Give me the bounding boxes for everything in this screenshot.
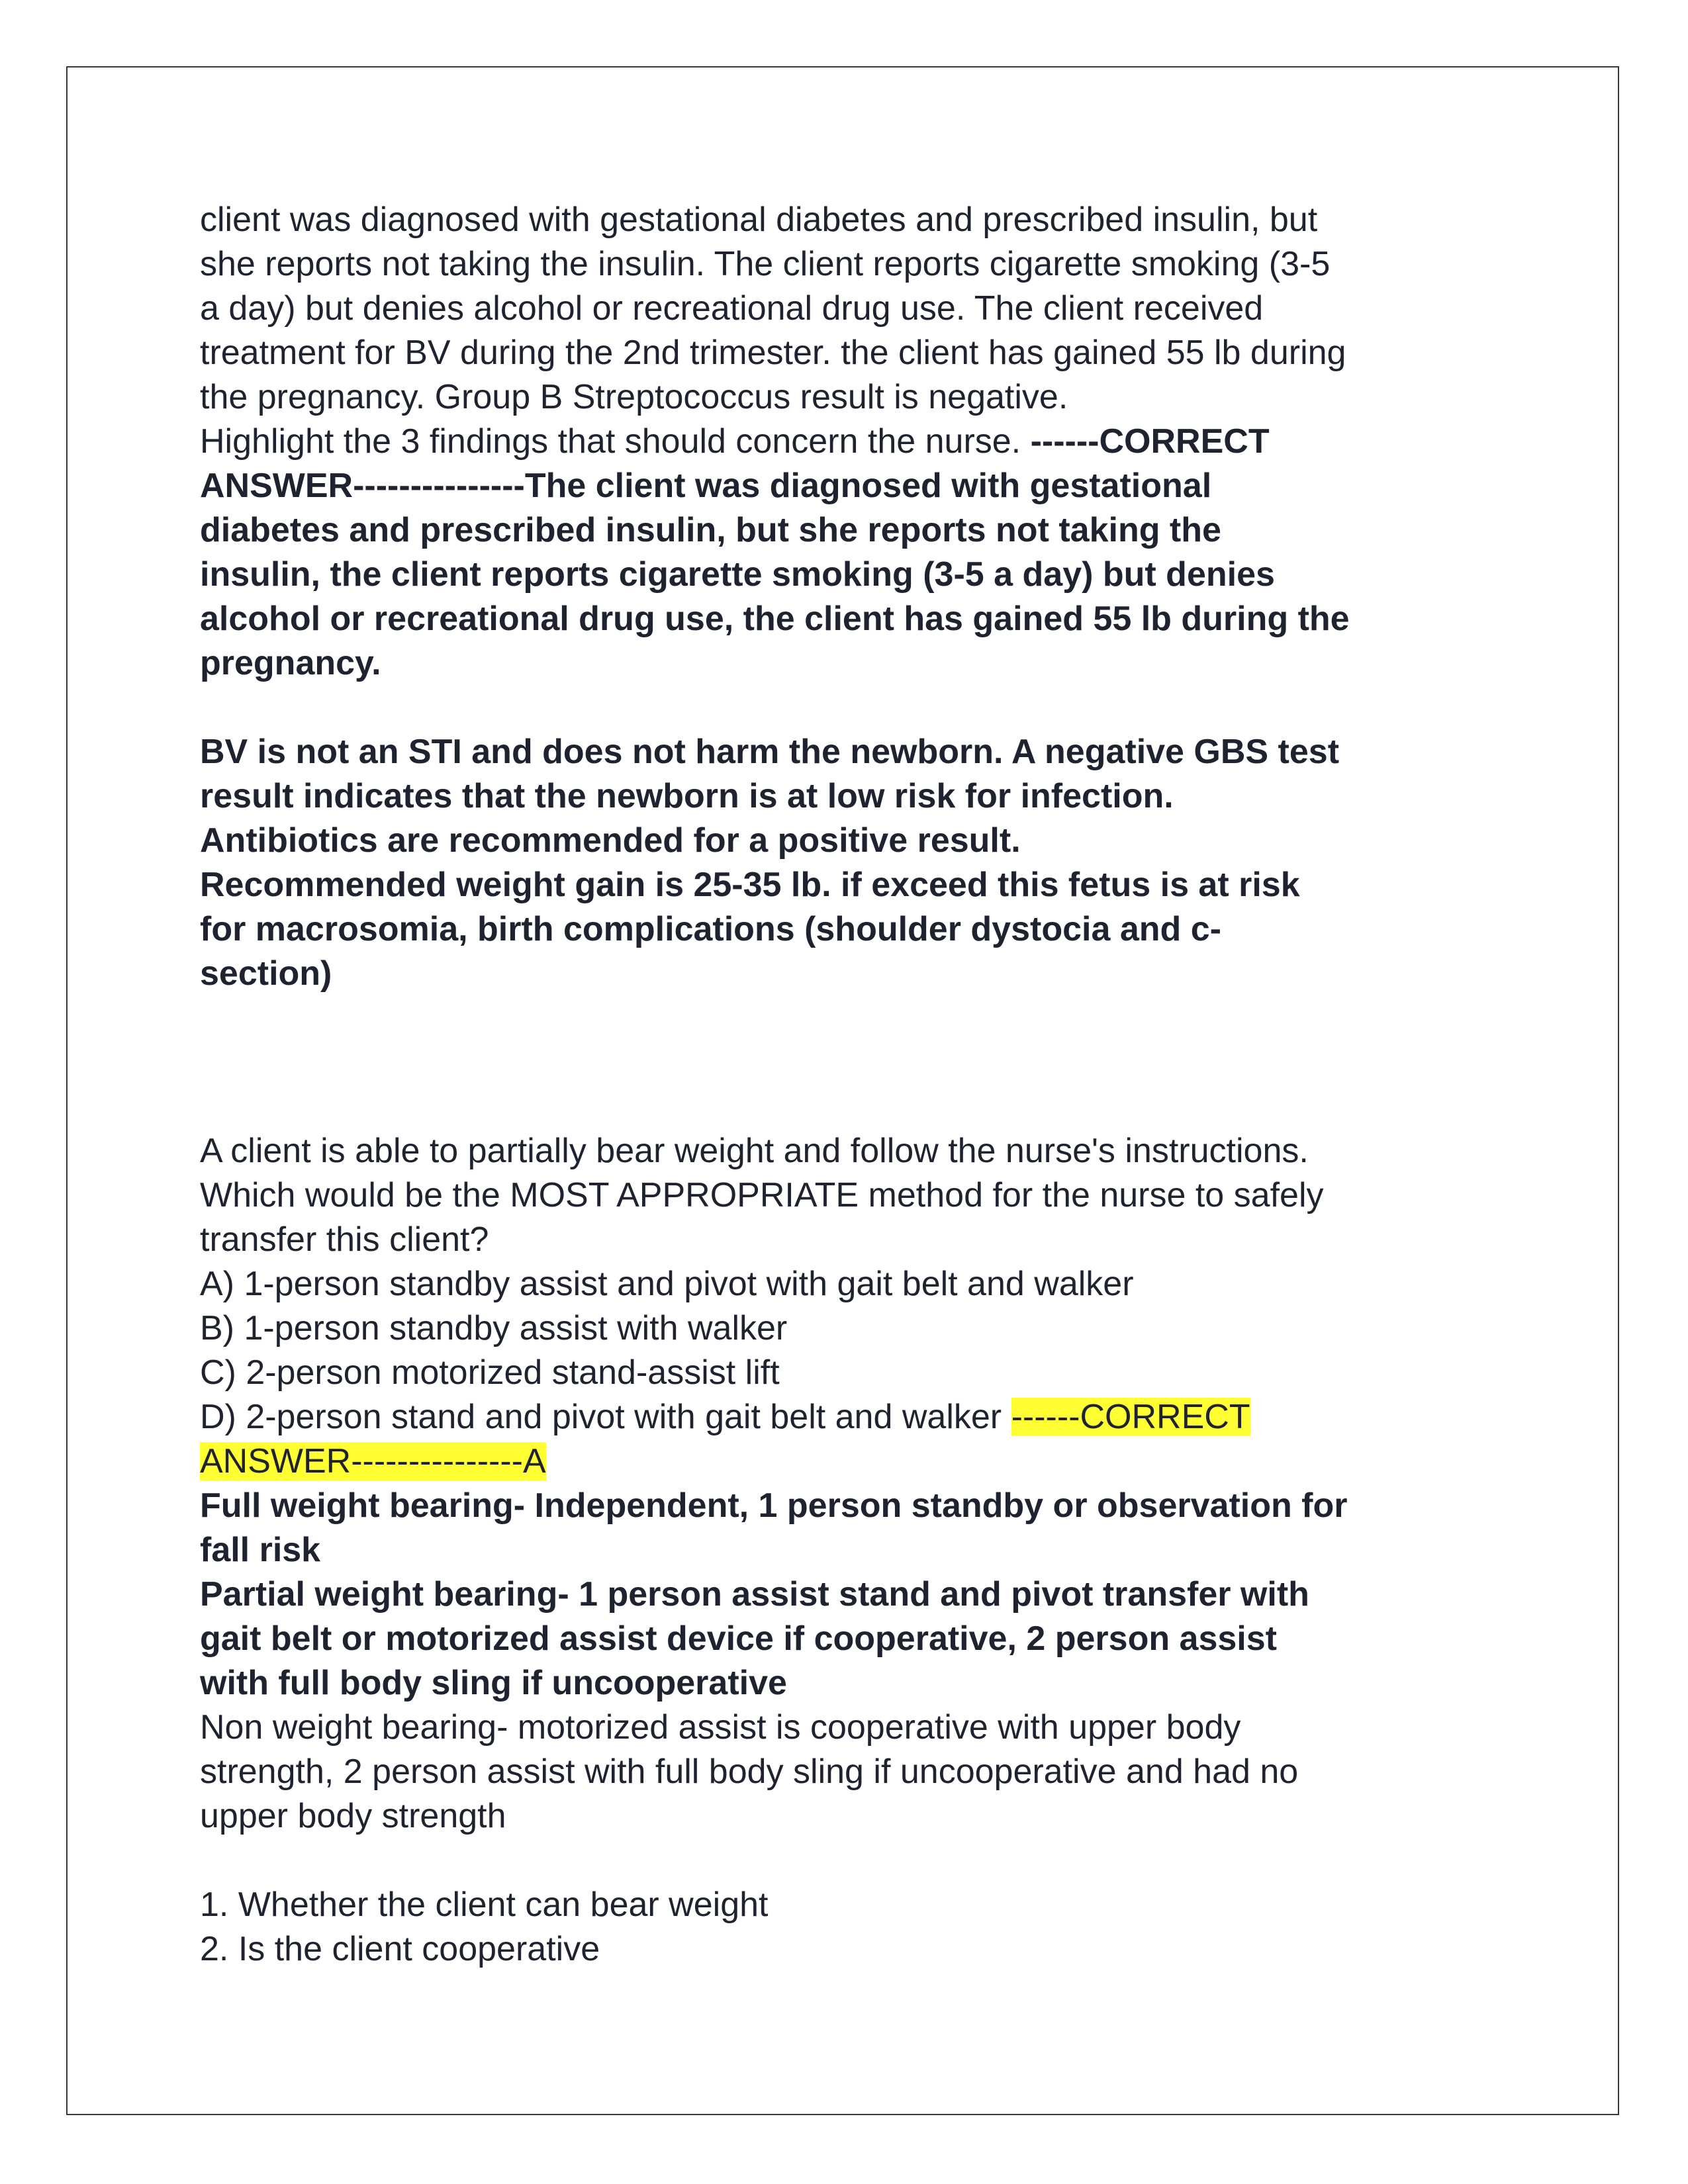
q2-option-d-line xyxy=(200,1395,1517,1439)
q1-stem-line: a day) but denies alcohol or recreational drug use. The client received xyxy=(200,289,1264,328)
q2-rationale-line: gait belt or motorized assist device if cooperative, 2 person assist xyxy=(200,1619,1277,1658)
q2-stem xyxy=(200,1129,1517,1262)
q1-answer-line: ANSWER---------------The client was diagnosed with gestational xyxy=(200,467,1212,505)
q1-stem-line: treatment for BV during the 2nd trimester. the client has gained 55 lb during xyxy=(200,334,1346,372)
q1-rationale-line: for macrosomia, birth complications (shoulder dystocia and c- xyxy=(200,910,1221,948)
q1-rationale-line: BV is not an STI and does not harm the newborn. A negative GBS test xyxy=(200,733,1340,771)
q1-answer-marker: ------CORRECT xyxy=(1030,422,1270,461)
document-body xyxy=(200,198,1517,1972)
q2-plain-line: upper body strength xyxy=(200,1797,506,1835)
q2-rationale-line: Partial weight bearing- 1 person assist stand and pivot transfer with xyxy=(200,1575,1309,1614)
q2-rationale-line: with full body sling if uncooperative xyxy=(200,1664,787,1702)
q2-stem-line: transfer this client? xyxy=(200,1220,489,1259)
spacer xyxy=(200,1839,1517,1883)
q2-option-a: A) 1-person standby assist and pivot with gait belt and walker xyxy=(200,1265,1134,1303)
q2-rationale-line: fall risk xyxy=(200,1531,321,1569)
q1-rationale-line: Antibiotics are recommended for a positive result. xyxy=(200,821,1021,860)
q2-plain-line: Non weight bearing- motorized assist is cooperative with upper body xyxy=(200,1708,1241,1747)
q1-answer-line: insulin, the client reports cigarette smoking (3-5 a day) but denies xyxy=(200,555,1275,594)
q2-option-d: D) 2-person stand and pivot with gait belt and walker xyxy=(200,1398,1011,1436)
q2-plain-rationale xyxy=(200,1706,1517,1839)
q1-answer-line: diabetes and prescribed insulin, but she reports not taking the xyxy=(200,511,1221,549)
q2-bold-rationale xyxy=(200,1484,1517,1706)
q2-rationale-line: Full weight bearing- Independent, 1 person standby or observation for xyxy=(200,1486,1348,1525)
q1-stem-line: she reports not taking the insulin. The client reports cigarette smoking (3-5 xyxy=(200,245,1331,283)
q1-stem-line: client was diagnosed with gestational diabetes and prescribed insulin, but xyxy=(200,201,1318,239)
q1-question: Highlight the 3 findings that should concern the nurse. xyxy=(200,422,1031,461)
q1-stem xyxy=(200,198,1517,420)
q2-answer-line: ANSWER---------------A xyxy=(200,1442,546,1480)
q1-answer xyxy=(200,464,1517,686)
spacer xyxy=(200,686,1517,730)
q1-answer-line: pregnancy. xyxy=(200,644,381,682)
q2-plain-line: strength, 2 person assist with full body sling if uncooperative and had no xyxy=(200,1752,1299,1791)
q1-rationale-line: Recommended weight gain is 25-35 lb. if exceed this fetus is at risk xyxy=(200,866,1300,904)
q2-answer-marker: ------CORRECT xyxy=(1011,1398,1250,1436)
q1-answer-line: alcohol or recreational drug use, the client has gained 55 lb during the xyxy=(200,600,1350,638)
q2-stem-line: Which would be the MOST APPROPRIATE method for the nurse to safely xyxy=(200,1176,1324,1214)
q1-rationale-line: section) xyxy=(200,954,332,993)
q1-question-line xyxy=(200,420,1517,464)
q2-options xyxy=(200,1262,1517,1484)
consideration-item: 2. Is the client cooperative xyxy=(200,1930,600,1968)
q2-option-b: B) 1-person standby assist with walker xyxy=(200,1309,788,1347)
q2-answer-line-row xyxy=(200,1439,1517,1484)
q2-stem-line: A client is able to partially bear weight and follow the nurse's instructions. xyxy=(200,1132,1309,1170)
q1-rationale-line: result indicates that the newborn is at low risk for infection. xyxy=(200,777,1174,815)
q1-rationale xyxy=(200,730,1517,996)
q2-option-c: C) 2-person motorized stand-assist lift xyxy=(200,1353,780,1392)
consideration-item: 1. Whether the client can bear weight xyxy=(200,1886,769,1924)
q1-stem-line: the pregnancy. Group B Streptococcus result is negative. xyxy=(200,378,1068,416)
q2-considerations xyxy=(200,1883,1517,1972)
spacer xyxy=(200,996,1517,1129)
